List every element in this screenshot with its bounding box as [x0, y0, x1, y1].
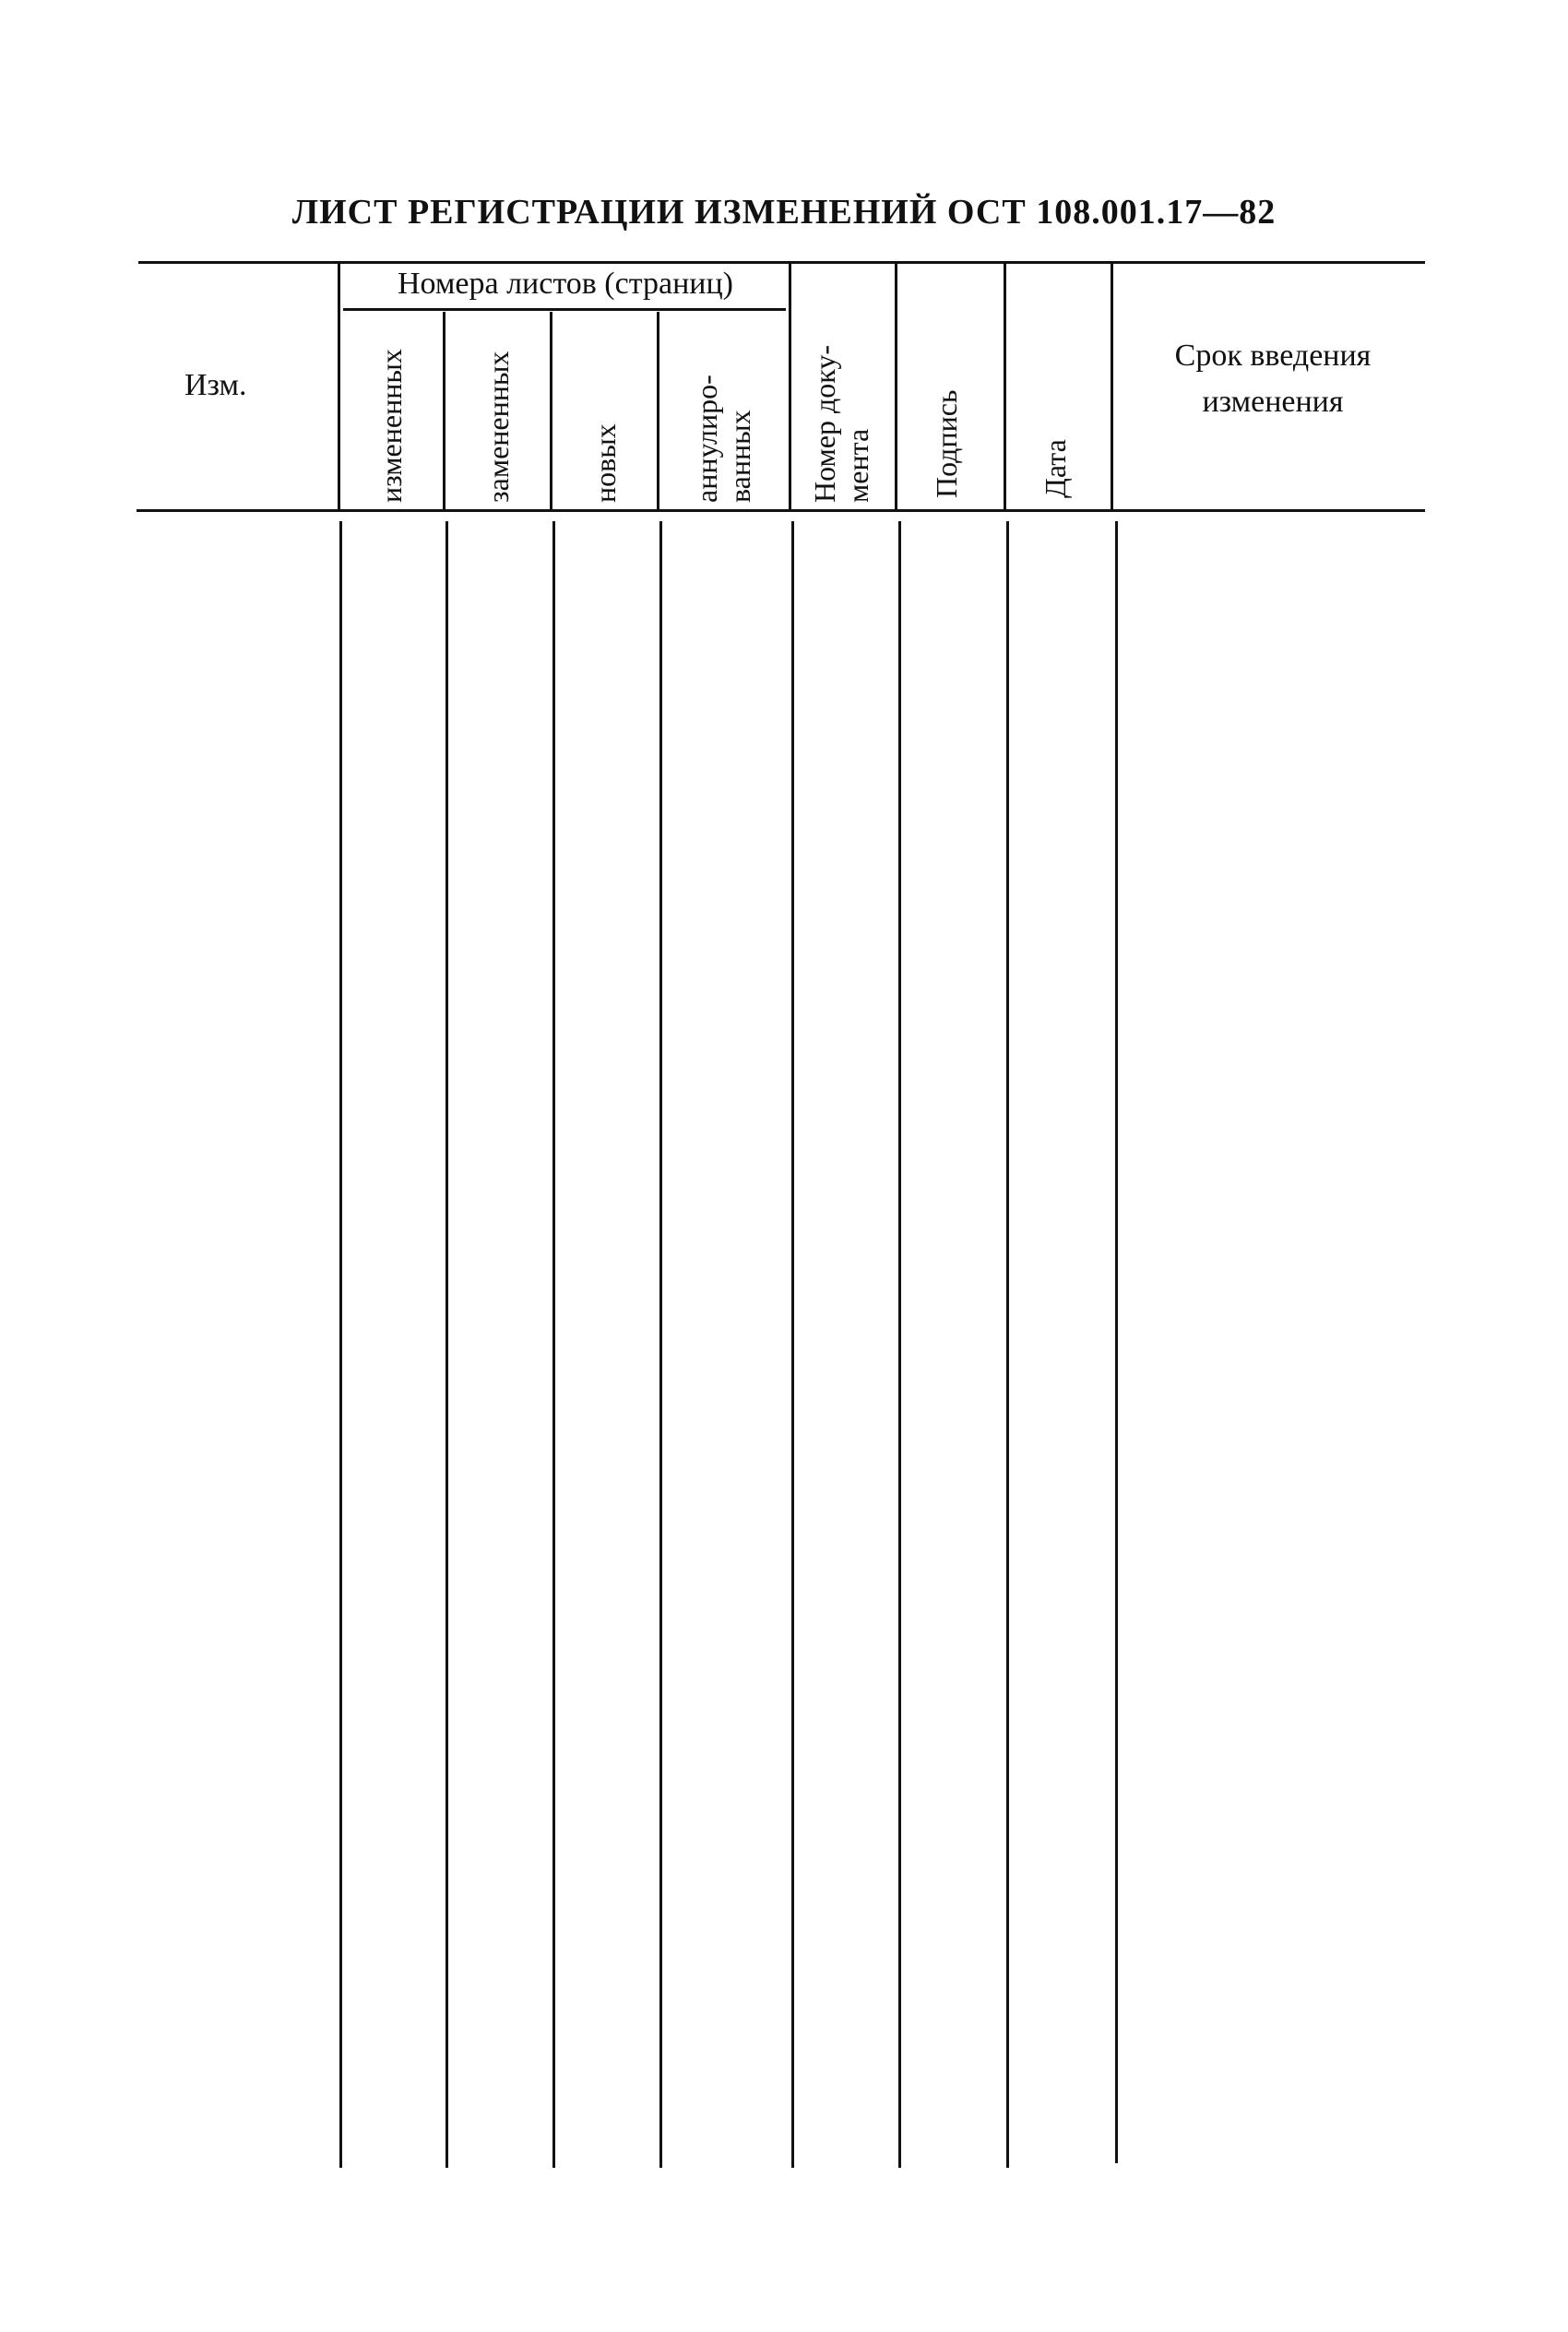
- header-annulled-line2: ванных: [723, 410, 756, 503]
- column-divider-1: [338, 264, 340, 509]
- header-sheet-numbers: Номера листов (страниц): [397, 267, 733, 301]
- header-signature-label: Подпись: [930, 389, 963, 498]
- column-divider-6: [895, 264, 897, 509]
- column-divider-2: [443, 312, 445, 509]
- header-document-number-line2: мента: [841, 428, 874, 503]
- column-divider-1-body: [339, 521, 342, 2168]
- column-divider-3: [550, 312, 552, 509]
- table-top-rule: [138, 261, 1425, 264]
- header-changed: [374, 349, 408, 503]
- column-divider-4-body: [659, 521, 662, 2168]
- header-annulled: [690, 375, 756, 503]
- header-izm: Изм.: [184, 368, 247, 402]
- column-divider-7: [1004, 264, 1006, 509]
- column-divider-2-body: [445, 521, 448, 2168]
- header-signature: [930, 389, 963, 498]
- group-header-underline: [343, 308, 786, 311]
- header-date-label: Дата: [1039, 439, 1072, 498]
- column-divider-7-body: [1006, 521, 1009, 2168]
- column-divider-6-body: [898, 521, 901, 2168]
- column-divider-3-body: [552, 521, 555, 2168]
- header-date: [1039, 439, 1072, 498]
- header-replaced-label: замененных: [481, 351, 515, 503]
- header-document-number: [808, 345, 874, 503]
- header-bottom-rule: [137, 509, 1425, 512]
- header-changed-label: измененных: [374, 349, 408, 503]
- header-replaced: [481, 351, 515, 503]
- header-deadline: [1121, 338, 1425, 421]
- header-new-label: новых: [588, 423, 622, 503]
- header-deadline-line2: изменения: [1202, 385, 1344, 419]
- header-document-number-line1: Номер доку-: [808, 345, 841, 503]
- header-annulled-line1: аннулиро-: [690, 375, 723, 503]
- column-divider-5: [789, 264, 791, 509]
- page-title: ЛИСТ РЕГИСТРАЦИИ ИЗМЕНЕНИЙ ОСТ 108.001.17—82: [291, 193, 1277, 232]
- column-divider-5-body: [791, 521, 794, 2168]
- header-new: [588, 423, 622, 503]
- column-divider-4: [657, 312, 659, 509]
- column-divider-8: [1111, 264, 1113, 509]
- column-divider-8-body: [1115, 521, 1118, 2163]
- header-deadline-line1: Срок введения: [1174, 339, 1372, 373]
